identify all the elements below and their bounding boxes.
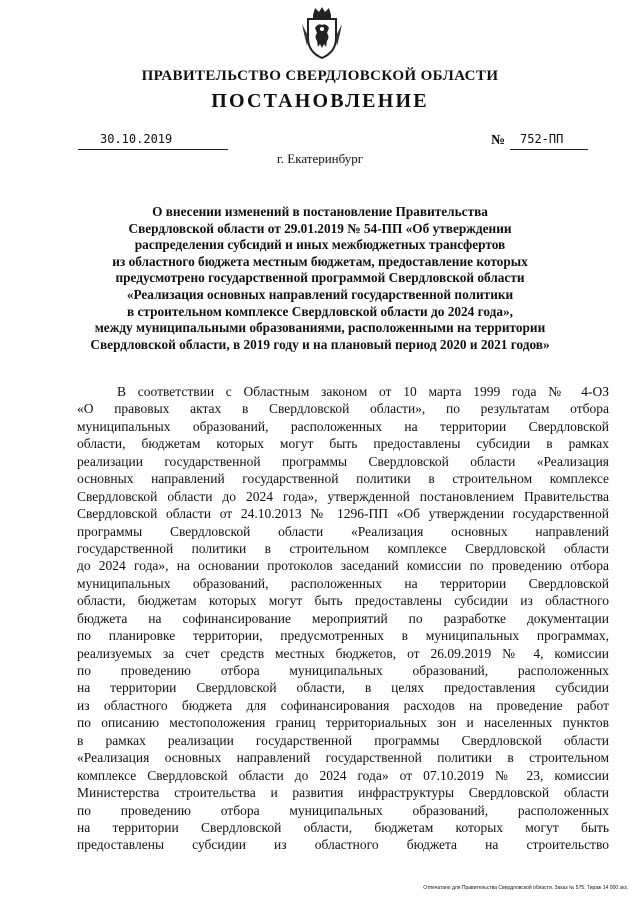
body-line: муниципальных образований, расположенных на территории Свердловской [77,418,609,434]
heading-line: распределения субсидий и иных межбюджетных трансфертов [134,237,506,253]
body-line: по планировке территории, предусмотренных в муниципальных программах, [77,628,609,644]
government-name: ПРАВИТЕЛЬСТВО СВЕРДЛОВСКОЙ ОБЛАСТИ [141,68,499,84]
print-note: Отпечатано для Правительства Свердловской области. Заказ № 575. Тираж 14 000 экз. [423,885,628,891]
document-date: 30.10.2019 [100,132,173,146]
body-line: реализации государственной программы Свердловской области «Реализация [77,453,609,469]
body-line: реализуемых за счет средств местных бюджетов, от 26.09.2019 № 4, комиссии [77,645,609,661]
heading-line: О внесении изменений в постановление Правительства [152,204,488,219]
document-type: ПОСТАНОВЛЕНИЕ [211,90,429,112]
body-line: бюджета на софинансирование мероприятий по разработке документации [77,610,609,626]
heading-line: в строительном комплексе Свердловской области до 2024 года», [127,303,513,319]
body-line: области, бюджетам которых могут быть предоставлены субсидии в рамках [77,436,609,452]
heading-line: между муниципальными образованиями, расположенными на территории [94,320,546,336]
heading-line: из областного бюджета местным бюджетам, предоставление которых [112,253,528,269]
body-line: по проведению отбора муниципальных образований, расположенных [77,802,609,818]
document-number: 752-ПП [520,132,564,146]
number-field [510,131,588,150]
body-line: комплексе Свердловской области до 2024 года» от 07.10.2019 № 23, комиссии [77,767,609,783]
coat-of-arms-icon [300,6,344,60]
heading-line: Свердловской области, в 2019 году и на плановый период 2020 и 2021 годов» [90,336,550,352]
body-paragraph [77,383,609,854]
heading-line: Свердловской области от 29.01.2019 № 54-ПП «Об утверждении [128,220,512,236]
body-line: Свердловской области от 24.10.2013 № 1296-ПП «Об утверждении государственной [77,506,609,522]
body-line: на территории Свердловской области, в целях предоставления субсидии [77,680,609,696]
body-line: «Реализация основных направлений государственной политики в строительном [77,750,609,766]
body-line: программы Свердловской области «Реализация основных направлений [77,523,609,539]
document-heading [50,204,590,353]
body-line: по описанию местоположения границ территориальных зон и населенных пунктов [77,715,609,731]
date-field [78,131,228,150]
body-line: основных направлений государственной политики в строительном комплексе [77,471,609,487]
body-line: Министерства строительства и развития инфраструктуры Свердловской области [77,785,609,801]
body-line: предоставлены субсидии из областного бюджета на строительство [77,837,609,853]
body-line: по проведению отбора муниципальных образований, расположенных [77,663,609,678]
number-sign: № [491,133,506,148]
body-line: муниципальных образований, расположенных на территории Свердловской [77,575,609,591]
body-line: из областного бюджета для софинансирования расходов на проведение работ [77,697,609,713]
body-line: «О правовых актах в Свердловской области», по результатам отбора [77,401,609,417]
body-line: до 2024 года», на основании протоколов заседаний комиссии по проведению отбора [77,558,609,574]
body-line: В соответствии с Областным законом от 10 марта 1999 года № 4-ОЗ [117,384,609,399]
body-line: Свердловской области до 2024 года», утвержденной постановлением Правительства [77,488,609,504]
city-name: г. Екатеринбург [276,151,364,166]
body-line: на территории Свердловской области, бюджетам которых могут быть [77,819,609,835]
body-line: в рамках реализации государственной программы Свердловской области [77,732,609,748]
body-line: области, бюджетам которых могут быть предоставлены субсидии из областного [77,593,609,609]
body-line: государственной политики в строительном комплексе Свердловской области [77,540,609,556]
heading-line: «Реализация основных направлений государственной политики [126,286,514,302]
heading-line: предусмотрено государственной программой Свердловской области [115,270,525,286]
